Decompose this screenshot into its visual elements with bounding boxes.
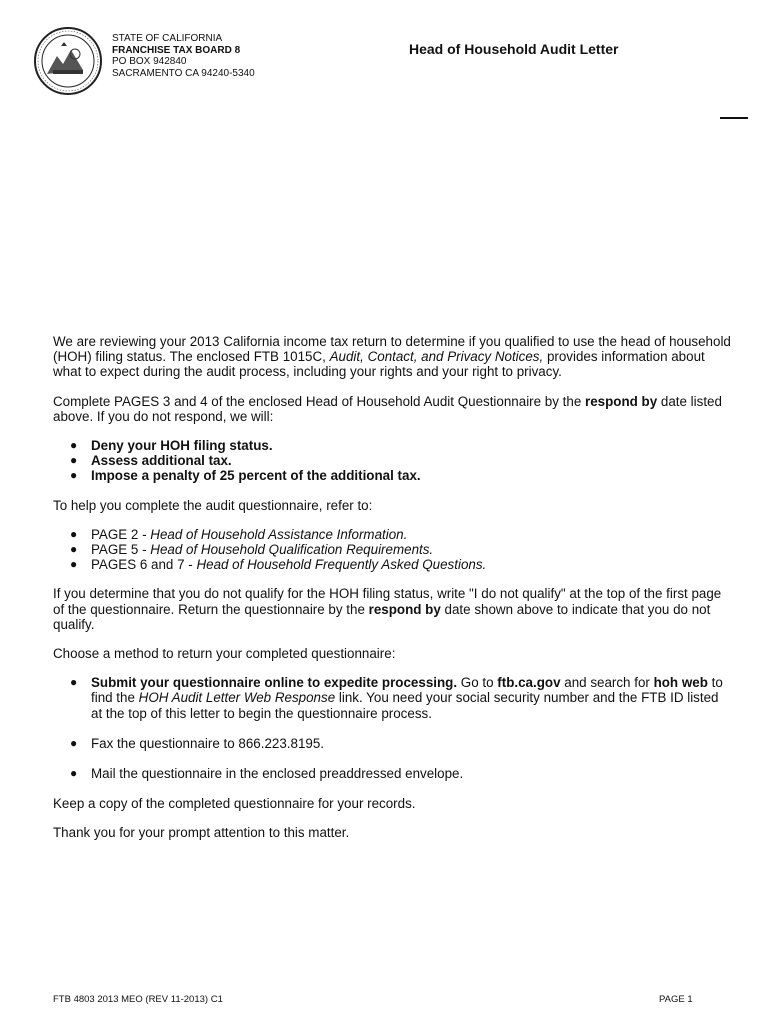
instructions-paragraph: Complete PAGES 3 and 4 of the enclosed Head of Household Audit Questionnaire by the respond by date listed above. If you do not respond, we will:	[53, 393, 722, 424]
list-item: ● Mail the questionnaire in the enclosed preaddressed envelope.	[70, 766, 464, 782]
city-line: SACRAMENTO CA 94240-5340	[112, 67, 255, 79]
not-qualify-paragraph: If you determine that you do not qualify for the HOH filing status, write "I do not qualify" at the top of the first page of the questionnaire. Return the questionnaire by the respond by date shown above to indicate that you do not qualify.	[53, 586, 722, 632]
list-item: ● PAGES 6 and 7 - Head of Household Frequently Asked Questions.	[70, 557, 487, 573]
method-intro-paragraph: Choose a method to return your completed questionnaire:	[53, 646, 396, 662]
list-item: ● Impose a penalty of 25 percent of the additional tax.	[70, 468, 421, 484]
po-box-line: PO BOX 942840	[112, 56, 187, 67]
bullet-icon: ●	[70, 438, 78, 453]
list-item: ● PAGE 2 - Head of Household Assistance Information.	[70, 526, 408, 542]
thank-you-paragraph: Thank you for your prompt attention to this matter.	[53, 825, 350, 841]
bullet-icon: ●	[70, 675, 78, 690]
agency-line: FRANCHISE TAX BOARD 8	[112, 44, 241, 56]
bullet-icon: ●	[70, 542, 78, 557]
refer-paragraph: To help you complete the audit questionnaire, refer to:	[53, 497, 373, 513]
list-item: ● PAGE 5 - Head of Household Qualification Requirements.	[70, 542, 434, 558]
return-method-list	[53, 675, 733, 781]
list-item: ● Assess additional tax.	[70, 453, 232, 469]
page-number: PAGE 1	[659, 994, 693, 1005]
consequences-list	[53, 438, 733, 484]
bullet-icon: ●	[70, 526, 78, 541]
bullet-icon: ●	[70, 453, 78, 468]
edge-mark	[720, 117, 748, 119]
letter-body	[53, 334, 733, 855]
letter-title: Head of Household Audit Letter	[409, 41, 619, 57]
bullet-icon: ●	[70, 735, 78, 750]
agency-address-block	[112, 33, 255, 79]
bullet-icon: ●	[70, 557, 78, 572]
bullet-icon: ●	[70, 766, 78, 781]
list-item: ● Submit your questionnaire online to expedite processing. Go to ftb.ca.gov and search for hoh web to find the HOH Audit Letter Web Response link. You need your social security number and the FTB ID listed at the top of this letter to begin the questionnaire process.	[70, 675, 723, 721]
intro-paragraph: We are reviewing your 2013 California income tax return to determine if you qualified to use the head of household (HOH) filing status. The enclosed FTB 1015C, Audit, Contact, and Privacy Notices, provides information about what to expect during the audit process, including your rights and your right to privacy.	[53, 334, 731, 380]
reference-list	[53, 527, 733, 573]
list-item: ● Deny your HOH filing status.	[70, 438, 273, 454]
list-item: ● Fax the questionnaire to 866.223.8195.	[70, 735, 325, 751]
keep-copy-paragraph: Keep a copy of the completed questionnaire for your records.	[53, 796, 416, 812]
state-seal-icon	[33, 26, 103, 96]
bullet-icon: ●	[70, 468, 78, 483]
form-id: FTB 4803 2013 MEO (REV 11-2013) C1	[53, 994, 223, 1005]
state-line: STATE OF CALIFORNIA	[112, 33, 223, 44]
